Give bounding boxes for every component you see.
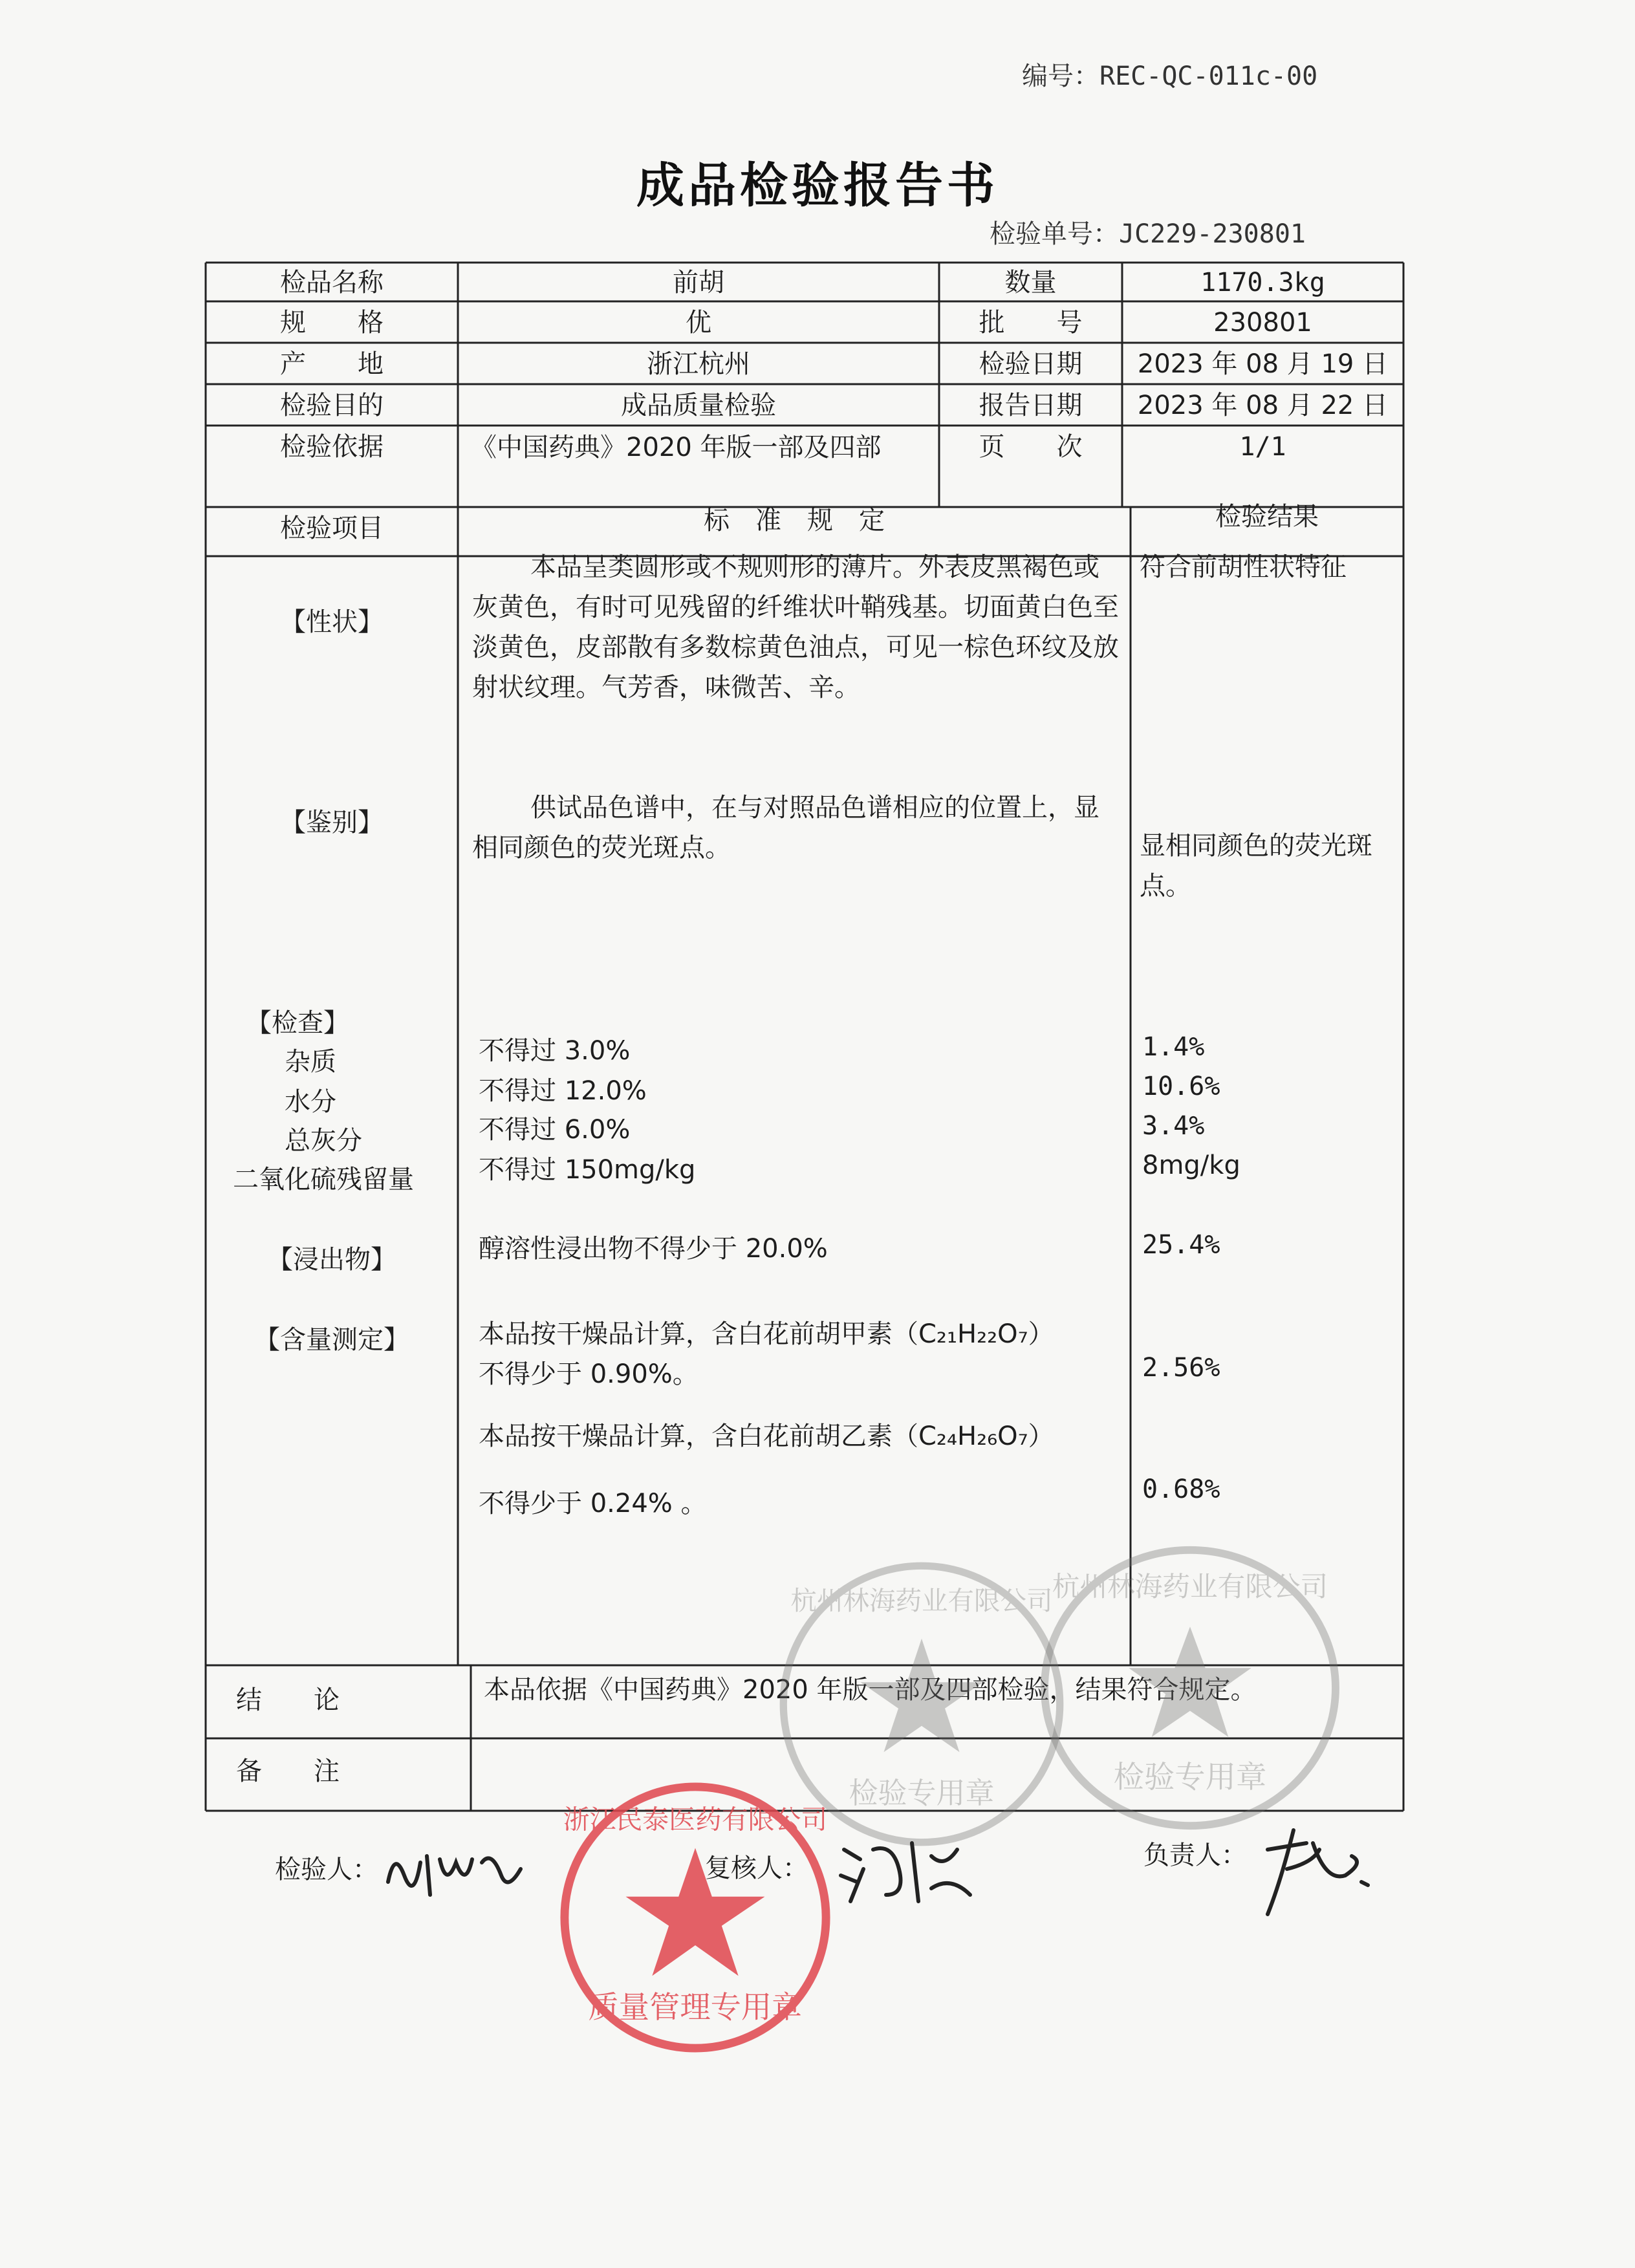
basis-label: 检验依据	[280, 432, 384, 462]
assay2-standard-line2: 不得少于 0.24% 。	[479, 1489, 707, 1518]
qc-stamp-2	[1035, 1542, 1345, 1833]
report-date-label: 报告日期	[979, 391, 1083, 420]
check-result-moisture: 10.6%	[1142, 1072, 1220, 1101]
document-number	[1022, 56, 1317, 92]
page-label: 页 次	[979, 432, 1083, 462]
assay-label: 【含量测定】	[254, 1325, 409, 1355]
traits-result: 符合前胡性状特征	[1140, 552, 1347, 582]
check-standard-so2: 不得过 150mg/kg	[479, 1155, 696, 1185]
origin-label: 产 地	[280, 349, 384, 379]
remarks-label: 备 注	[236, 1756, 340, 1786]
svg-text:质量管理专用章: 质量管理专用章	[588, 1989, 803, 2025]
check-name-ash: 总灰分	[285, 1126, 362, 1156]
report-date-value: 2023 年 08 月 22 日	[1137, 391, 1389, 420]
inspection-number-label: 检验单号：	[990, 219, 1119, 249]
check-standard-moisture: 不得过 12.0%	[479, 1076, 647, 1106]
check-name-so2: 二氧化硫残留量	[233, 1165, 414, 1194]
inspector-label: 检验人：	[275, 1855, 378, 1885]
inspect-date-value: 2023 年 08 月 19 日	[1137, 349, 1389, 379]
identification-standard: 供试品色谱中，在与对照品色谱相应的位置上，显相同颜色的荧光斑点。	[472, 793, 1099, 863]
spec-label: 规 格	[280, 308, 384, 338]
batch-label: 批 号	[979, 308, 1083, 338]
red-quality-stamp-graphic	[556, 1778, 834, 2057]
assay2-standard-line1: 本品按干燥品计算，含白花前胡乙素（C₂₄H₂₆O₇）	[479, 1421, 1054, 1451]
quantity-label: 数量	[1004, 268, 1057, 297]
extract-result: 25.4%	[1142, 1230, 1220, 1260]
origin-value: 浙江杭州	[647, 349, 750, 379]
extract-label: 【浸出物】	[267, 1245, 396, 1275]
conclusion-text: 本品依据《中国药典》2020 年版一部及四部检验，结果符合规定。	[484, 1675, 1257, 1705]
check-label: 【检查】	[246, 1008, 349, 1038]
check-name-impurity: 杂质	[285, 1047, 336, 1077]
svg-text:杭州林海药业有限公司: 杭州林海药业有限公司	[1052, 1570, 1328, 1603]
qc-stamp-2-graphic	[1035, 1542, 1345, 1833]
responsible-signature	[1255, 1824, 1384, 1921]
svg-text:检验专用章: 检验专用章	[1113, 1759, 1267, 1795]
page-value: 1/1	[1239, 432, 1286, 462]
inspector-signature	[382, 1837, 530, 1908]
check-result-impurity: 1.4%	[1142, 1032, 1205, 1062]
identification-label: 【鉴别】	[280, 808, 384, 837]
header-item: 检验项目	[280, 513, 384, 543]
purpose-label: 检验目的	[280, 391, 384, 420]
extract-standard: 醇溶性浸出物不得少于 20.0%	[479, 1234, 828, 1264]
spec-value: 优	[686, 308, 711, 338]
svg-text:检验专用章: 检验专用章	[849, 1776, 995, 1810]
red-quality-stamp	[556, 1778, 834, 2057]
assay2-result: 0.68%	[1142, 1474, 1220, 1504]
inspect-date-label: 检验日期	[979, 349, 1083, 379]
report-title: 成品检验报告书	[636, 158, 999, 213]
assay1-result: 2.56%	[1142, 1353, 1220, 1383]
product-name-value: 前胡	[673, 268, 724, 297]
identification-result: 显相同颜色的荧光斑点。	[1140, 831, 1372, 901]
check-standard-impurity: 不得过 3.0%	[479, 1036, 631, 1066]
check-result-ash: 3.4%	[1142, 1111, 1205, 1141]
header-standard: 标 准 规 定	[704, 506, 885, 535]
inspection-number-value: JC229-230801	[1119, 219, 1306, 249]
quantity-value: 1170.3kg	[1200, 268, 1325, 297]
basis-value: 《中国药典》2020 年版一部及四部	[471, 433, 882, 462]
document-number-value: REC-QC-011c-00	[1099, 61, 1318, 91]
assay1-standard-line1: 本品按干燥品计算，含白花前胡甲素（C₂₁H₂₂O₇）	[479, 1319, 1054, 1349]
purpose-value: 成品质量检验	[621, 391, 776, 420]
traits-label: 【性状】	[280, 607, 384, 637]
inspection-number	[990, 213, 1306, 250]
check-standard-ash: 不得过 6.0%	[479, 1115, 631, 1145]
reviewer-label: 复核人：	[705, 1853, 808, 1883]
batch-value: 230801	[1213, 308, 1312, 338]
header-result: 检验结果	[1215, 502, 1319, 532]
svg-text:浙江民泰医药有限公司: 浙江民泰医药有限公司	[563, 1804, 828, 1835]
document-number-label: 编号：	[1022, 61, 1099, 91]
assay1-standard-line2: 不得少于 0.90%。	[479, 1359, 698, 1389]
conclusion-label: 结 论	[236, 1685, 340, 1715]
reviewer-signature	[834, 1830, 977, 1908]
check-result-so2: 8mg/kg	[1142, 1150, 1240, 1180]
traits-standard: 本品呈类圆形或不规则形的薄片。外表皮黑褐色或灰黄色，有时可见残留的纤维状叶鞘残基。切面黄白色至淡黄色，皮部散有多数棕黄色油点，可见一棕色环纹及放射状纹理。气芳香，味微苦、辛。	[472, 552, 1119, 702]
check-name-moisture: 水分	[285, 1087, 336, 1117]
product-name-label: 检品名称	[280, 268, 384, 297]
svg-text:杭州林海药业有限公司: 杭州林海药业有限公司	[790, 1584, 1053, 1616]
responsible-label: 负责人：	[1143, 1841, 1247, 1870]
